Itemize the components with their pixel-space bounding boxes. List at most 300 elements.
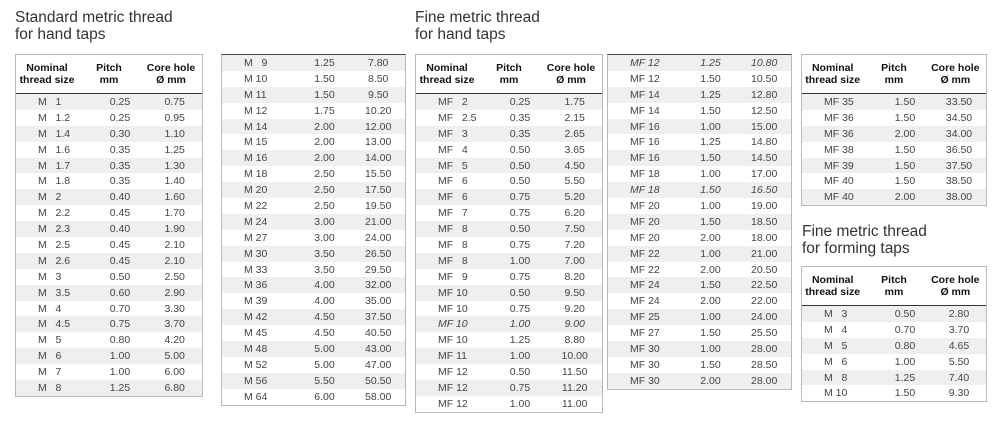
table-row	[222, 150, 405, 166]
cell-thread-size: M 9	[244, 56, 268, 69]
cell-pitch: 1.50	[894, 387, 916, 400]
table-row	[222, 373, 405, 389]
cell-core-hole: 20.50	[751, 263, 778, 276]
cell-thread-size: M 2.3	[38, 223, 71, 236]
cell-core-hole: 12.00	[365, 120, 392, 133]
cell-core-hole: 37.50	[945, 159, 973, 172]
cell-core-hole: 33.50	[945, 95, 973, 108]
cell-pitch: 2.00	[894, 191, 916, 204]
cell-pitch: 1.25	[700, 88, 721, 101]
cell-pitch: 1.50	[700, 215, 721, 228]
cell-thread-size: MF 39	[824, 159, 854, 172]
header-core-hole: Core hole Ø mm	[546, 62, 596, 86]
cell-core-hole: 3.70	[164, 318, 185, 331]
cell-pitch: 0.50	[509, 223, 531, 236]
cell-core-hole: 10.50	[751, 72, 778, 85]
cell-core-hole: 26.50	[365, 247, 392, 260]
cell-thread-size: M 16	[244, 152, 268, 165]
cell-thread-size: MF 8	[438, 254, 468, 267]
cell-pitch: 1.50	[894, 95, 916, 108]
cell-thread-size: M 8	[38, 381, 62, 394]
cell-pitch: 0.75	[509, 270, 531, 283]
table-row	[222, 325, 405, 341]
cell-core-hole: 2.65	[564, 127, 585, 140]
cell-pitch: 2.50	[314, 184, 335, 197]
cell-core-hole: 7.00	[564, 254, 585, 267]
cell-pitch: 3.50	[314, 263, 335, 276]
table-row	[802, 142, 986, 158]
cell-core-hole: 7.20	[564, 238, 585, 251]
table-row	[416, 158, 602, 174]
table-row	[608, 214, 791, 230]
table-row	[222, 87, 405, 103]
cell-pitch: 3.50	[314, 247, 335, 260]
cell-pitch: 1.25	[314, 56, 335, 69]
cell-thread-size: MF 16	[630, 120, 660, 133]
table-row	[222, 246, 405, 262]
table-fine-metric-1	[415, 54, 603, 413]
cell-thread-size: MF 22	[630, 263, 660, 276]
cell-thread-size: M 56	[244, 374, 268, 387]
cell-pitch: 0.75	[509, 191, 531, 204]
cell-pitch: 1.00	[700, 168, 721, 181]
table-standard-metric-2	[221, 54, 406, 406]
header-pitch: Pitch mm	[881, 274, 907, 298]
table-row	[16, 221, 202, 237]
cell-core-hole: 1.70	[164, 207, 185, 220]
cell-core-hole: 2.80	[948, 307, 970, 320]
cell-thread-size: M 1.8	[38, 175, 71, 188]
cell-core-hole: 37.50	[365, 311, 392, 324]
cell-core-hole: 9.30	[948, 387, 970, 400]
table-row	[416, 332, 602, 348]
cell-thread-size: MF 10	[438, 334, 468, 347]
cell-core-hole: 11.00	[561, 397, 588, 410]
table-row	[222, 214, 405, 230]
cell-pitch: 0.35	[109, 143, 131, 156]
cell-pitch: 1.50	[700, 184, 721, 197]
table-row	[16, 173, 202, 189]
cell-thread-size: M 15	[244, 136, 268, 149]
cell-core-hole: 17.00	[751, 168, 778, 181]
table-header	[802, 267, 986, 306]
cell-thread-size: M 4.5	[38, 318, 71, 331]
cell-pitch: 0.50	[509, 159, 531, 172]
cell-core-hole: 0.75	[164, 95, 185, 108]
cell-thread-size: M 4	[38, 302, 62, 315]
table-row	[416, 364, 602, 380]
cell-pitch: 1.25	[509, 334, 531, 347]
cell-core-hole: 12.50	[751, 104, 778, 117]
table-row	[802, 338, 986, 354]
table-row	[16, 301, 202, 317]
cell-pitch: 5.50	[314, 374, 335, 387]
cell-pitch: 1.50	[700, 358, 721, 371]
table-row	[608, 373, 791, 389]
cell-core-hole: 1.25	[164, 143, 185, 156]
cell-core-hole: 10.00	[561, 350, 588, 363]
table-row	[416, 189, 602, 205]
table-row	[222, 341, 405, 357]
cell-pitch: 0.35	[509, 111, 531, 124]
table-row	[802, 110, 986, 126]
table-row	[608, 71, 791, 87]
cell-pitch: 0.50	[509, 366, 531, 379]
header-nominal-size: Nominal thread size	[19, 62, 75, 86]
table-row	[608, 262, 791, 278]
cell-thread-size: M 22	[244, 199, 268, 212]
cell-thread-size: MF 5	[438, 159, 468, 172]
cell-thread-size: MF 38	[824, 143, 854, 156]
table-row	[16, 269, 202, 285]
cell-core-hole: 10.20	[365, 104, 392, 117]
cell-pitch: 2.00	[314, 120, 335, 133]
table-row	[16, 237, 202, 253]
cell-thread-size: MF 25	[630, 311, 660, 324]
cell-thread-size: M 7	[38, 366, 62, 379]
cell-thread-size: M 11	[244, 88, 267, 101]
cell-core-hole: 7.40	[948, 371, 970, 384]
cell-core-hole: 18.50	[751, 215, 778, 228]
cell-pitch: 1.00	[109, 366, 131, 379]
cell-thread-size: M 3.5	[38, 286, 71, 299]
cell-core-hole: 11.50	[561, 366, 588, 379]
table-row	[416, 237, 602, 253]
cell-core-hole: 18.00	[751, 231, 778, 244]
table-row	[416, 269, 602, 285]
table-row	[222, 103, 405, 119]
cell-pitch: 2.00	[314, 136, 335, 149]
cell-thread-size: M 2.2	[38, 207, 71, 220]
cell-thread-size: MF 30	[630, 358, 660, 371]
cell-thread-size: MF 24	[630, 279, 660, 292]
cell-thread-size: MF 30	[630, 342, 660, 355]
table-row	[16, 364, 202, 380]
cell-pitch: 1.25	[109, 381, 131, 394]
cell-pitch: 0.80	[894, 339, 916, 352]
cell-thread-size: MF 24	[630, 295, 660, 308]
cell-thread-size: M 24	[244, 215, 268, 228]
cell-thread-size: MF 40	[824, 191, 854, 204]
cell-core-hole: 15.00	[751, 120, 778, 133]
cell-pitch: 1.50	[894, 175, 916, 188]
cell-thread-size: M 27	[244, 231, 268, 244]
cell-thread-size: M 6	[824, 355, 848, 368]
cell-pitch: 0.60	[109, 286, 131, 299]
cell-pitch: 1.00	[700, 247, 721, 260]
cell-core-hole: 3.70	[948, 323, 970, 336]
cell-core-hole: 8.50	[367, 72, 389, 85]
table-row	[222, 119, 405, 135]
header-pitch: Pitch mm	[881, 62, 907, 86]
cell-thread-size: M 14	[244, 120, 268, 133]
title-fine-metric-hand: Fine metric thread for hand taps	[415, 9, 540, 43]
cell-thread-size: MF 6	[438, 175, 468, 188]
table-header	[802, 55, 986, 94]
cell-core-hole: 5.00	[164, 350, 185, 363]
cell-core-hole: 1.75	[564, 95, 585, 108]
cell-thread-size: M 10	[824, 387, 848, 400]
cell-thread-size: MF 35	[824, 95, 854, 108]
cell-thread-size: MF 20	[630, 231, 660, 244]
cell-core-hole: 5.20	[564, 191, 585, 204]
cell-pitch: 0.75	[509, 302, 531, 315]
cell-pitch: 1.50	[700, 72, 721, 85]
table-row	[416, 316, 602, 332]
table-row	[608, 309, 791, 325]
cell-thread-size: MF 22	[630, 247, 660, 260]
cell-core-hole: 2.90	[164, 286, 185, 299]
cell-core-hole: 28.00	[751, 374, 778, 387]
cell-thread-size: M 39	[244, 295, 268, 308]
cell-pitch: 0.35	[109, 159, 131, 172]
cell-thread-size: MF 11	[438, 350, 467, 363]
table-row	[802, 306, 986, 322]
table-row	[608, 341, 791, 357]
table-row	[608, 357, 791, 373]
cell-pitch: 2.50	[314, 168, 335, 181]
cell-core-hole: 2.50	[164, 270, 185, 283]
cell-pitch: 1.50	[894, 143, 916, 156]
cell-core-hole: 22.00	[751, 295, 778, 308]
table-row	[222, 293, 405, 309]
cell-core-hole: 8.80	[564, 334, 585, 347]
table-row	[608, 277, 791, 293]
cell-thread-size: MF 12	[438, 397, 468, 410]
cell-thread-size: MF 12	[438, 366, 468, 379]
header-nominal-size: Nominal thread size	[805, 274, 861, 298]
cell-core-hole: 32.00	[365, 279, 392, 292]
table-row	[802, 370, 986, 386]
cell-core-hole: 0.95	[164, 111, 185, 124]
table-row	[608, 246, 791, 262]
cell-thread-size: MF 20	[630, 215, 660, 228]
table-row	[16, 94, 202, 110]
table-row	[16, 380, 202, 396]
cell-pitch: 0.80	[109, 334, 131, 347]
cell-core-hole: 38.50	[945, 175, 973, 188]
cell-thread-size: MF 12	[630, 56, 660, 69]
cell-thread-size: M 1	[38, 95, 62, 108]
cell-pitch: 1.00	[509, 318, 531, 331]
header-pitch: Pitch mm	[496, 62, 522, 86]
table-row	[608, 55, 791, 71]
cell-thread-size: MF 2	[438, 95, 468, 108]
cell-pitch: 1.50	[700, 327, 721, 340]
table-row	[802, 189, 986, 205]
table-row	[608, 87, 791, 103]
cell-thread-size: M 2	[38, 191, 62, 204]
cell-thread-size: MF 10	[438, 302, 468, 315]
cell-core-hole: 34.00	[945, 127, 973, 140]
cell-core-hole: 38.00	[945, 191, 973, 204]
cell-pitch: 2.00	[894, 127, 916, 140]
cell-pitch: 3.00	[314, 231, 335, 244]
cell-thread-size: M 52	[244, 358, 268, 371]
cell-pitch: 0.40	[109, 223, 131, 236]
cell-pitch: 6.00	[314, 390, 335, 403]
table-row	[608, 182, 791, 198]
table-row	[802, 385, 986, 401]
title-fine-metric-forming: Fine metric thread for forming taps	[802, 223, 927, 257]
cell-thread-size: MF 16	[630, 136, 660, 149]
cell-pitch: 0.30	[109, 127, 131, 140]
cell-pitch: 0.70	[109, 302, 131, 315]
table-row	[416, 205, 602, 221]
header-core-hole: Core hole Ø mm	[931, 274, 980, 298]
cell-core-hole: 6.80	[164, 381, 185, 394]
table-row	[608, 230, 791, 246]
cell-pitch: 0.25	[509, 95, 531, 108]
cell-thread-size: M 6	[38, 350, 62, 363]
cell-pitch: 4.00	[314, 295, 335, 308]
cell-core-hole: 14.80	[751, 136, 778, 149]
table-row	[416, 110, 602, 126]
cell-pitch: 1.50	[894, 111, 916, 124]
cell-thread-size: MF 40	[824, 175, 854, 188]
cell-core-hole: 21.00	[751, 247, 778, 260]
table-row	[16, 253, 202, 269]
cell-pitch: 2.00	[700, 263, 721, 276]
cell-thread-size: MF 12	[438, 381, 468, 394]
cell-pitch: 5.00	[314, 342, 335, 355]
cell-thread-size: M 20	[244, 184, 268, 197]
cell-core-hole: 21.00	[365, 215, 392, 228]
table-row	[222, 277, 405, 293]
cell-thread-size: MF 16	[630, 152, 660, 165]
cell-thread-size: MF 10	[438, 318, 468, 331]
table-row	[16, 158, 202, 174]
cell-pitch: 1.25	[700, 56, 721, 69]
table-row	[416, 396, 602, 412]
cell-core-hole: 15.50	[365, 168, 392, 181]
cell-thread-size: M 5	[38, 334, 62, 347]
table-row	[608, 198, 791, 214]
cell-core-hole: 24.00	[365, 231, 392, 244]
cell-core-hole: 1.30	[164, 159, 185, 172]
table-row	[222, 55, 405, 71]
cell-core-hole: 3.30	[164, 302, 185, 315]
table-row	[416, 301, 602, 317]
cell-pitch: 1.00	[700, 199, 721, 212]
cell-pitch: 2.00	[700, 374, 721, 387]
cell-pitch: 1.25	[700, 136, 721, 149]
table-row	[416, 253, 602, 269]
cell-pitch: 0.40	[109, 191, 131, 204]
cell-core-hole: 2.10	[164, 254, 185, 267]
cell-pitch: 1.00	[509, 397, 531, 410]
cell-pitch: 0.35	[109, 175, 131, 188]
cell-thread-size: M 64	[244, 390, 268, 403]
cell-thread-size: M 2.5	[38, 238, 71, 251]
cell-thread-size: MF 8	[438, 223, 468, 236]
table-rows	[802, 94, 986, 205]
header-core-hole: Core hole Ø mm	[931, 62, 980, 86]
cell-core-hole: 4.65	[948, 339, 970, 352]
cell-thread-size: M 3	[824, 307, 848, 320]
table-row	[802, 158, 986, 174]
cell-thread-size: MF 14	[630, 88, 660, 101]
cell-pitch: 1.00	[700, 342, 721, 355]
cell-core-hole: 50.50	[365, 374, 392, 387]
header-core-hole: Core hole Ø mm	[146, 62, 196, 86]
cell-core-hole: 7.80	[367, 56, 389, 69]
cell-pitch: 0.45	[109, 254, 131, 267]
cell-pitch: 0.75	[509, 207, 531, 220]
cell-pitch: 1.00	[109, 350, 131, 363]
cell-pitch: 5.00	[314, 358, 335, 371]
cell-thread-size: MF 2.5	[438, 111, 477, 124]
cell-core-hole: 35.00	[365, 295, 392, 308]
table-row	[802, 173, 986, 189]
cell-pitch: 1.50	[314, 72, 335, 85]
cell-thread-size: MF 3	[438, 127, 468, 140]
cell-thread-size: M 1.4	[38, 127, 71, 140]
cell-thread-size: M 3	[38, 270, 62, 283]
cell-core-hole: 12.80	[751, 88, 778, 101]
cell-pitch: 1.00	[700, 311, 721, 324]
cell-thread-size: MF 27	[630, 327, 660, 340]
cell-core-hole: 28.00	[751, 342, 778, 355]
cell-core-hole: 47.00	[365, 358, 392, 371]
cell-core-hole: 24.00	[751, 311, 778, 324]
cell-core-hole: 13.00	[365, 136, 392, 149]
cell-pitch: 0.50	[109, 270, 131, 283]
table-row	[222, 198, 405, 214]
cell-core-hole: 36.50	[945, 143, 973, 156]
table-row	[16, 189, 202, 205]
table-fine-metric-2	[607, 54, 792, 390]
cell-core-hole: 34.50	[945, 111, 973, 124]
table-row	[802, 354, 986, 370]
cell-pitch: 1.50	[700, 152, 721, 165]
table-rows	[222, 55, 405, 405]
cell-pitch: 2.50	[314, 199, 335, 212]
table-row	[802, 322, 986, 338]
table-rows	[608, 55, 791, 389]
cell-core-hole: 17.50	[365, 184, 392, 197]
cell-thread-size: M 12	[244, 104, 268, 117]
table-header	[416, 55, 602, 94]
table-row	[608, 166, 791, 182]
table-rows	[802, 306, 986, 401]
table-row	[222, 182, 405, 198]
cell-thread-size: M 2.6	[38, 254, 71, 267]
table-row	[16, 332, 202, 348]
table-row	[222, 357, 405, 373]
table-row	[608, 134, 791, 150]
cell-core-hole: 7.50	[564, 223, 585, 236]
cell-thread-size: M 45	[244, 327, 268, 340]
table-row	[222, 166, 405, 182]
cell-pitch: 0.50	[894, 307, 916, 320]
cell-thread-size: M 8	[824, 371, 848, 384]
cell-pitch: 0.75	[509, 381, 531, 394]
table-row	[16, 205, 202, 221]
table-row	[416, 94, 602, 110]
cell-core-hole: 19.50	[365, 199, 392, 212]
cell-core-hole: 14.50	[751, 152, 778, 165]
cell-thread-size: MF 36	[824, 127, 854, 140]
header-nominal-size: Nominal thread size	[419, 62, 475, 86]
table-row	[16, 142, 202, 158]
table-row	[16, 110, 202, 126]
table-fine-metric-3	[801, 54, 987, 206]
cell-core-hole: 6.20	[564, 207, 585, 220]
cell-core-hole: 3.65	[564, 143, 585, 156]
cell-pitch: 1.50	[700, 104, 721, 117]
cell-pitch: 0.50	[509, 175, 531, 188]
